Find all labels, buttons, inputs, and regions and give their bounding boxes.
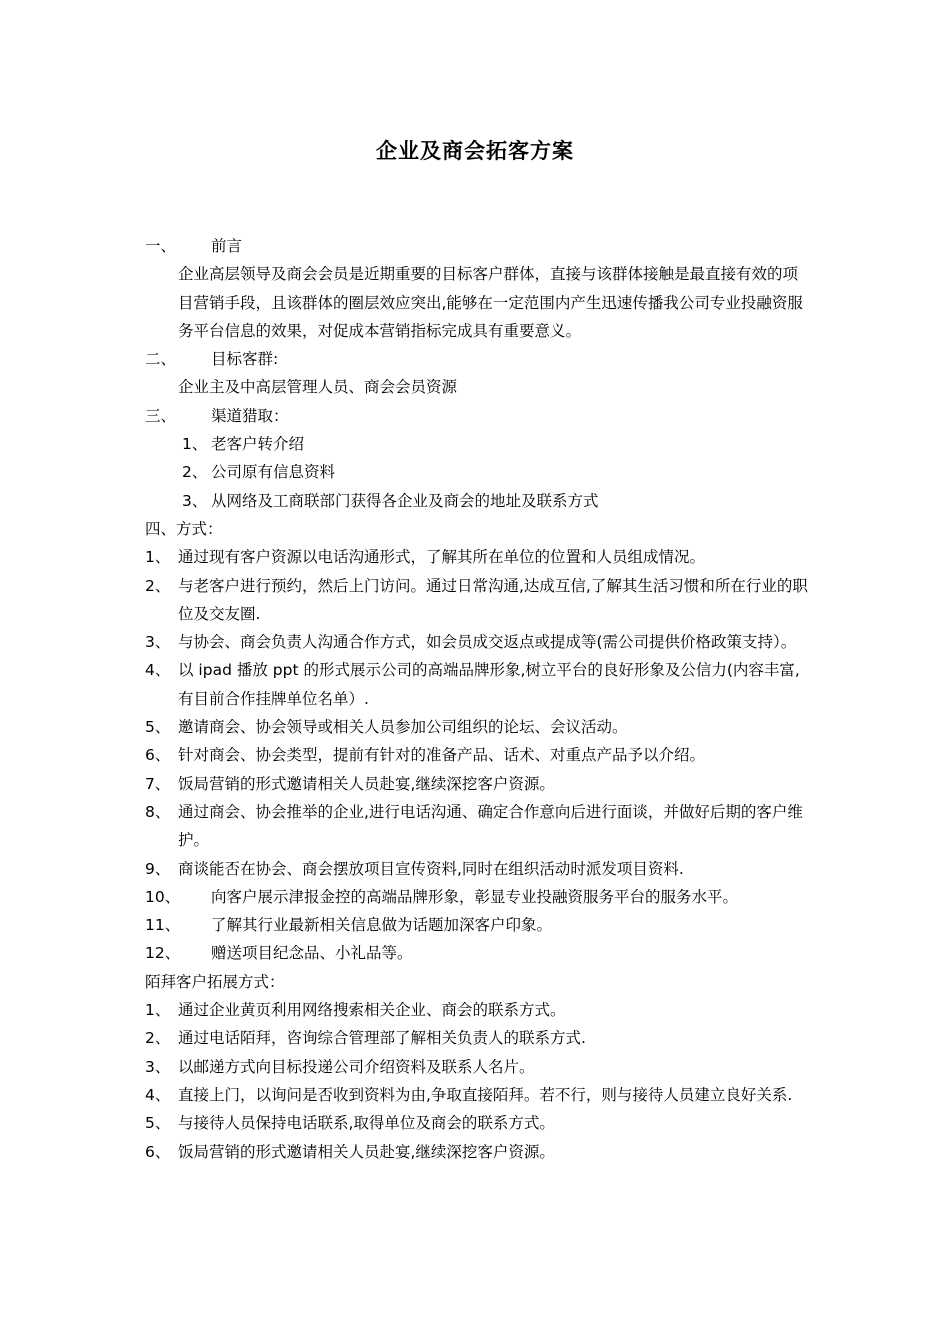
section-heading (145, 402, 810, 430)
section-heading (145, 968, 810, 996)
list-item-text: 了解其行业最新相关信息做为话题加深客户印象。 (211, 916, 553, 935)
list-item-text: 通过商会、协会推举的企业,进行电话沟通、确定合作意向后进行面谈，并做好后期的客户维护。 (178, 802, 803, 850)
list-item (145, 713, 810, 741)
list-item (145, 911, 810, 939)
list-item (145, 855, 810, 883)
paragraph-text: 企业主及中高层管理人员、商会会员资源 (178, 378, 458, 397)
list-item (145, 770, 810, 798)
list-item-number: 2、 (145, 576, 171, 595)
list-item-number: 1、 (145, 1001, 171, 1020)
list-item (145, 939, 810, 967)
list-item-number: 1、 (182, 435, 208, 454)
list-item-text: 饭局营销的形式邀请相关人员赴宴,继续深挖客户资源。 (178, 774, 555, 793)
list-item-text: 从网络及工商联部门获得各企业及商会的地址及联系方式 (211, 491, 599, 510)
list-item-text: 与协会、商会负责人沟通合作方式，如会员成交返点或提成等(需公司提供价格政策支持）。 (178, 633, 797, 652)
list-item-number: 8、 (145, 802, 171, 821)
list-item-text: 直接上门，以询问是否收到资料为由,争取直接陌拜。若不行，则与接待人员建立良好关系. (178, 1085, 793, 1104)
list-item-number: 2、 (145, 1029, 171, 1048)
list-item-number: 6、 (145, 746, 171, 765)
list-item-number: 4、 (145, 661, 171, 680)
list-item-number: 5、 (145, 1114, 171, 1133)
list-item-number: 10、 (145, 887, 181, 906)
list-item-number: 3、 (145, 633, 171, 652)
list-item-text: 向客户展示津报金控的高端品牌形象，彰显专业投融资服务平台的服务水平。 (211, 887, 739, 906)
list-item-text: 与接待人员保持电话联系,取得单位及商会的联系方式。 (178, 1114, 555, 1133)
list-item-text: 商谈能否在协会、商会摆放项目宣传资料,同时在组织活动时派发项目资料. (178, 859, 684, 878)
list-item-text: 通过企业黄页利用网络搜索相关企业、商会的联系方式。 (178, 1001, 566, 1020)
list-item-text: 以邮递方式向目标投递公司介绍资料及联系人名片。 (178, 1057, 535, 1076)
section-title: 四、方式： (145, 519, 223, 538)
list-item (145, 741, 810, 769)
section-number: 三、 (145, 406, 177, 425)
section-number: 二、 (145, 350, 177, 369)
section-heading (145, 345, 810, 373)
section-heading (145, 232, 810, 260)
paragraph (145, 373, 810, 401)
section-title: 目标客群: (211, 350, 279, 369)
list-item-number: 9、 (145, 859, 171, 878)
list-item-text: 通过电话陌拜，咨询综合管理部了解相关负责人的联系方式. (178, 1029, 586, 1048)
list-item-text: 饭局营销的形式邀请相关人员赴宴,继续深挖客户资源。 (178, 1142, 555, 1161)
list-item-text: 邀请商会、协会领导或相关人员参加公司组织的论坛、会议活动。 (178, 718, 628, 737)
section-number: 一、 (145, 237, 177, 255)
list-item-text: 通过现有客户资源以电话沟通形式，了解其所在单位的位置和人员组成情况。 (178, 548, 706, 567)
list-item (145, 1053, 810, 1081)
list-item (145, 1138, 810, 1166)
section-title: 前言 (211, 237, 243, 255)
list-item (145, 543, 810, 571)
section-title: 陌拜客户拓展方式： (145, 972, 285, 991)
list-item (145, 628, 810, 656)
list-item-number: 12、 (145, 944, 181, 963)
list-item-number: 7、 (145, 774, 171, 793)
list-item (145, 1024, 810, 1052)
list-item (145, 1081, 810, 1109)
list-item (145, 656, 810, 713)
list-item-number: 1、 (145, 548, 171, 567)
list-item (145, 798, 810, 855)
list-item (145, 996, 810, 1024)
list-item-number: 5、 (145, 718, 171, 737)
document-body (145, 232, 810, 1166)
section-heading (145, 515, 810, 543)
paragraph-text: 企业高层领导及商会会员是近期重要的目标客户群体，直接与该群体接触是最直接有效的项目营销手段，且该群体的圈层效应突出,能够在一定范围内产生迅速传播我公司专业投融资服务平台信息的效果，对促成本营销指标完成具有重要意义。 (178, 265, 803, 340)
list-item-text: 与老客户进行预约，然后上门访问。通过日常沟通,达成互信,了解其生活习惯和所在行业的职位及交友圈. (178, 576, 808, 623)
list-item-number: 3、 (145, 1057, 171, 1076)
document-title: 企业及商会拓客方案 (376, 139, 574, 163)
list-item-number: 11、 (145, 916, 181, 935)
list-item (145, 458, 810, 486)
list-item-text: 老客户转介绍 (211, 435, 305, 454)
list-item-number: 3、 (182, 491, 208, 510)
paragraph (145, 260, 810, 345)
list-item-number: 6、 (145, 1142, 171, 1161)
list-item (145, 1109, 810, 1137)
section-title: 渠道猎取： (211, 406, 289, 425)
list-item (145, 430, 810, 458)
list-item (145, 487, 810, 515)
list-item-number: 2、 (182, 463, 208, 482)
list-item (145, 572, 810, 629)
list-item-text: 赠送项目纪念品、小礼品等。 (211, 944, 413, 963)
list-item-text: 以 ipad 播放 ppt 的形式展示公司的高端品牌形象,树立平台的良好形象及公信力(内容丰富,有目前合作挂牌单位名单）. (178, 661, 800, 708)
list-item (145, 883, 810, 911)
list-item-text: 公司原有信息资料 (211, 463, 336, 482)
list-item-text: 针对商会、协会类型，提前有针对的准备产品、话术、对重点产品予以介绍。 (178, 746, 706, 765)
list-item-number: 4、 (145, 1085, 171, 1104)
